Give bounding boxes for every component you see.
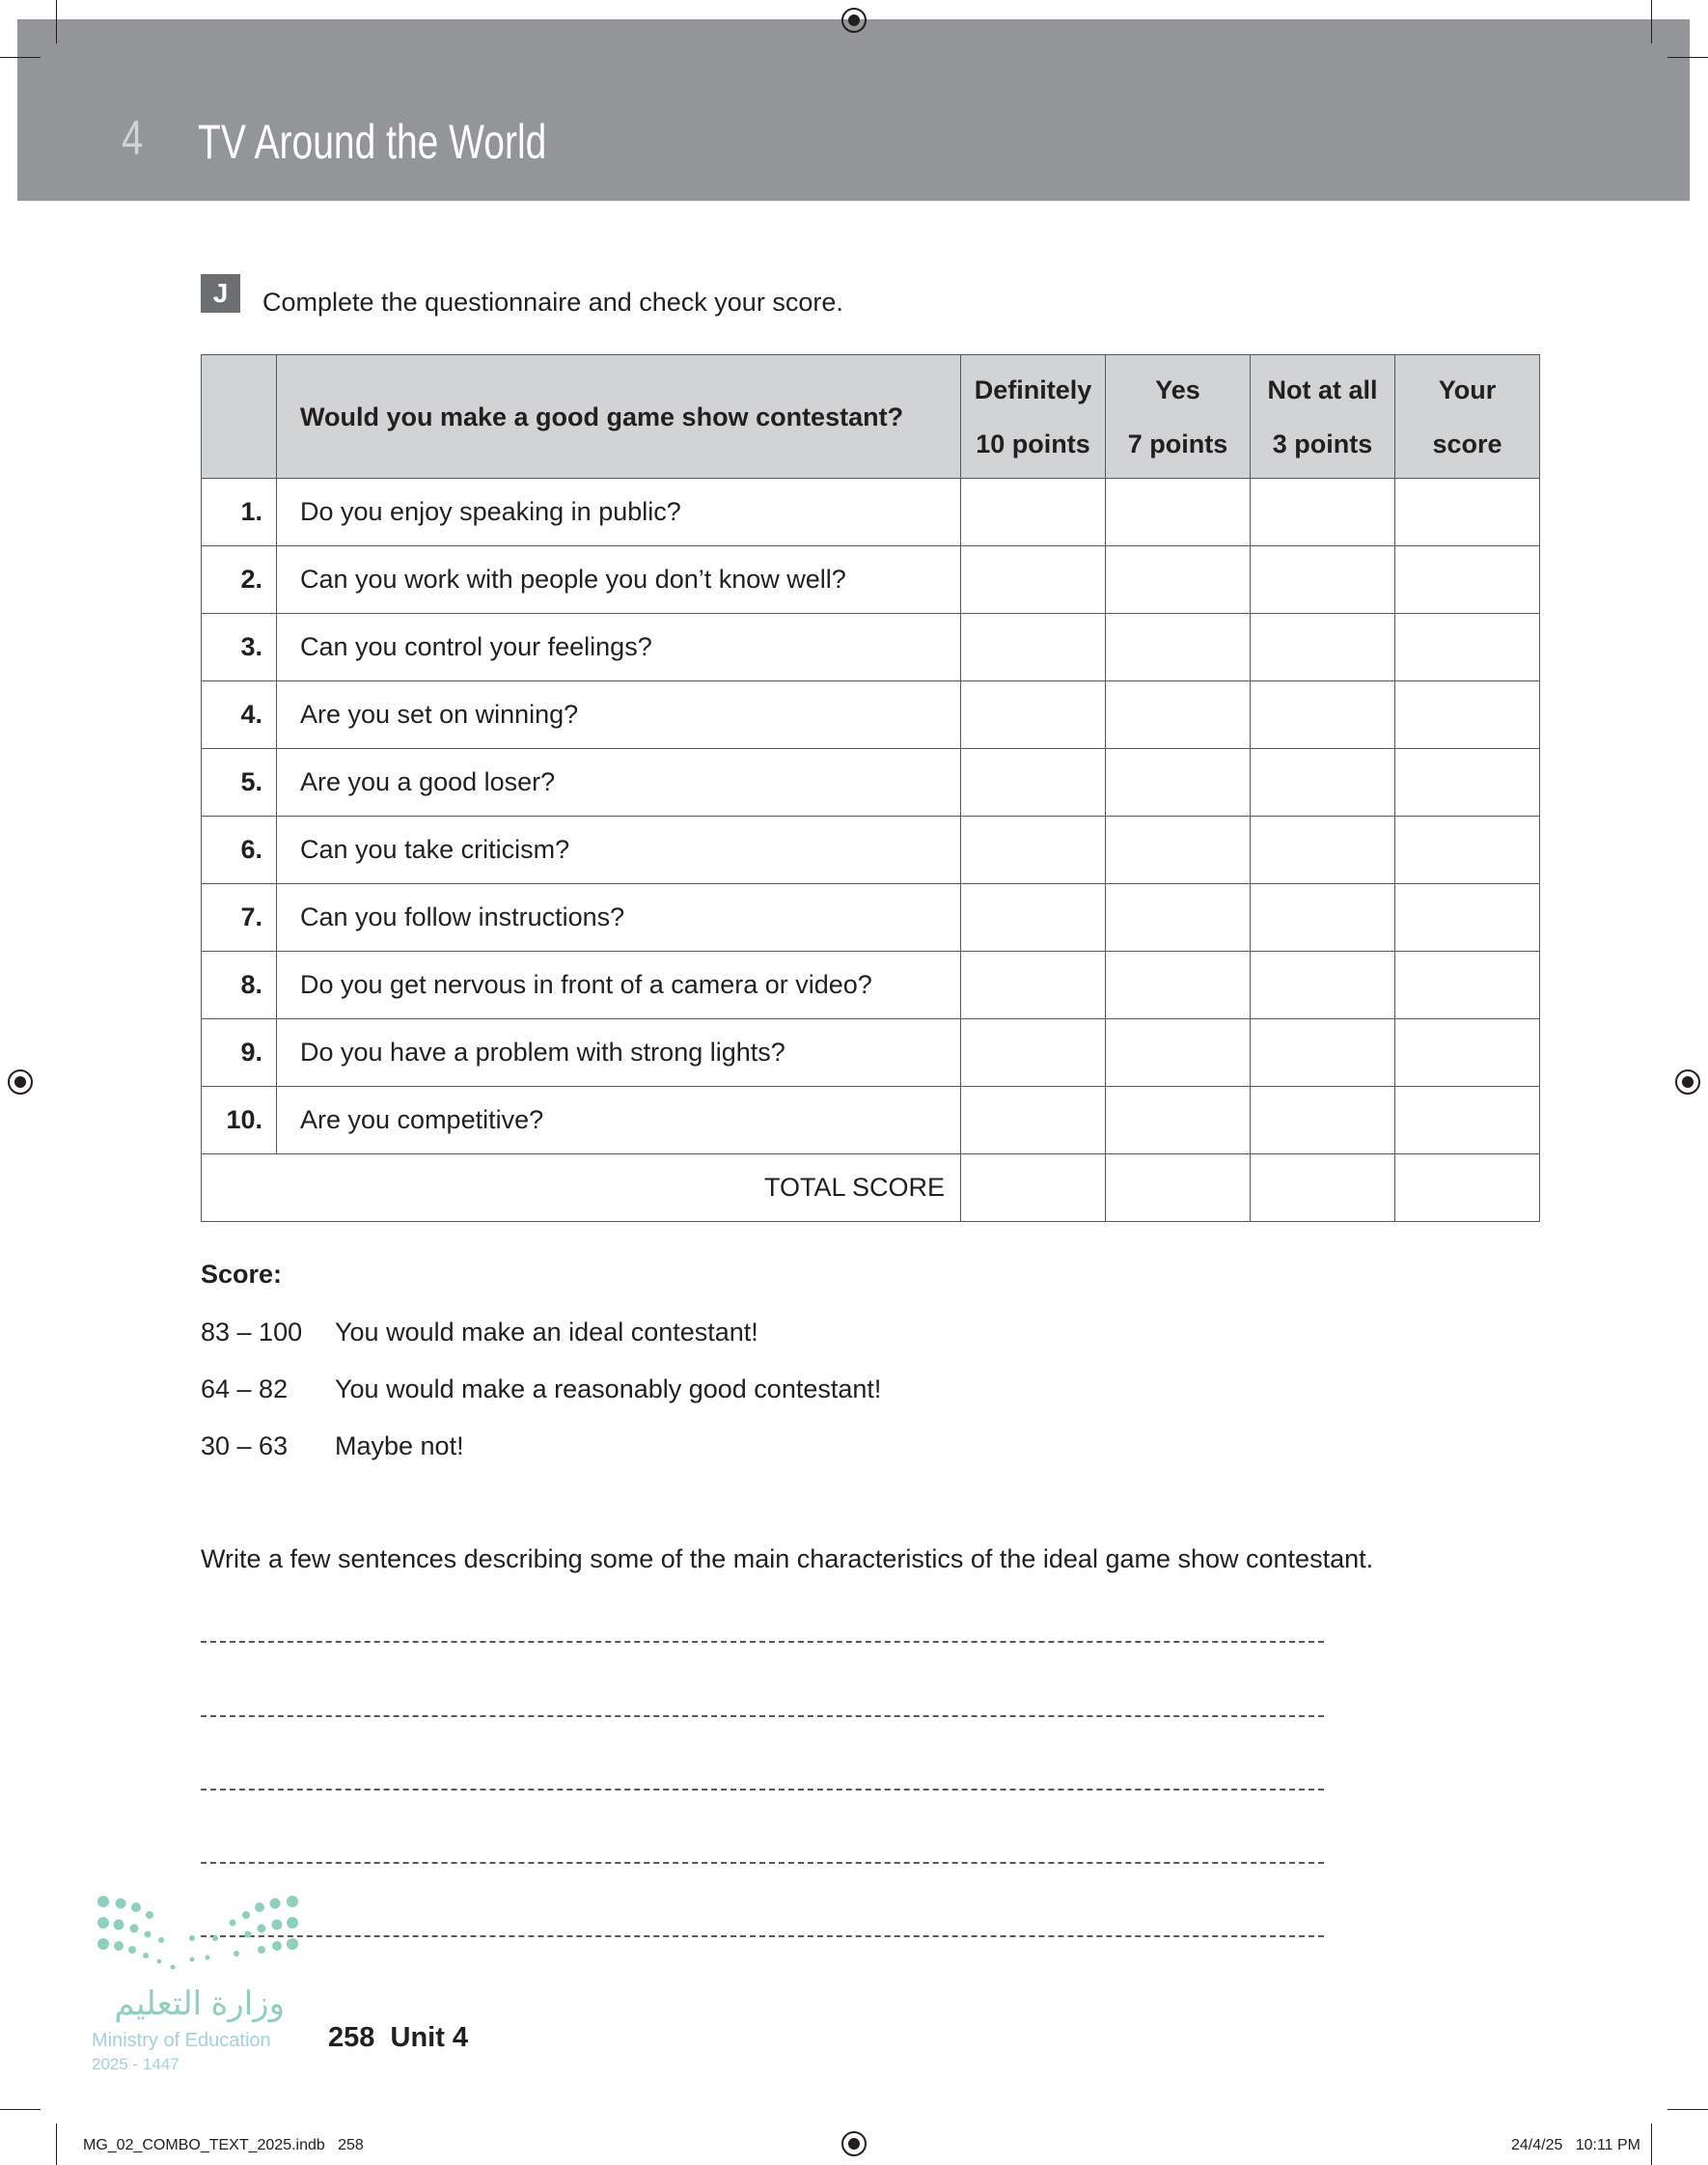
table-row <box>202 614 1540 681</box>
writing-prompt: Write a few sentences describing some of the main characteristics of the ideal game show contestant. <box>201 1544 1374 1573</box>
crop-mark <box>56 0 57 43</box>
crop-mark <box>1667 2109 1708 2110</box>
answer-cell-definitely[interactable] <box>961 1019 1106 1087</box>
answer-cell-your-score[interactable] <box>1395 546 1540 614</box>
logo-arabic-text: وزارة التعليم <box>114 1985 285 2022</box>
page-reference: 258 Unit 4 <box>328 2022 469 2053</box>
table-row <box>202 546 1540 614</box>
answer-cell-definitely[interactable] <box>961 614 1106 681</box>
answer-cell-not-at-all[interactable] <box>1251 884 1395 952</box>
total-cell-not-at-all[interactable] <box>1251 1154 1395 1222</box>
table-row <box>202 681 1540 749</box>
registration-mark-icon <box>1675 1069 1700 1095</box>
header-your-score: Your score <box>1395 355 1540 479</box>
row-number: 10. <box>202 1087 277 1154</box>
score-text: You would make a reasonably good contestant! <box>335 1374 882 1403</box>
answer-cell-not-at-all[interactable] <box>1251 817 1395 884</box>
table-row <box>202 952 1540 1019</box>
score-range: 30 – 63 <box>201 1431 289 1460</box>
registration-mark-icon <box>8 1069 33 1095</box>
total-label: TOTAL SCORE <box>202 1154 961 1222</box>
row-number: 3. <box>202 614 277 681</box>
question-text: Do you enjoy speaking in public? <box>277 479 961 546</box>
table-row <box>202 884 1540 952</box>
answer-cell-definitely[interactable] <box>961 681 1106 749</box>
writing-line[interactable] <box>201 1935 1324 1937</box>
answer-cell-your-score[interactable] <box>1395 749 1540 817</box>
answer-cell-your-score[interactable] <box>1395 1087 1540 1154</box>
header-yes: Yes 7 points <box>1106 355 1251 479</box>
score-heading: Score: <box>201 1260 283 1289</box>
crop-mark <box>1651 2123 1652 2165</box>
total-row <box>202 1154 1540 1222</box>
score-text: Maybe not! <box>335 1431 464 1460</box>
question-text: Are you competitive? <box>277 1087 961 1154</box>
crop-mark <box>0 57 41 58</box>
question-header: Would you make a good game show contestant? <box>277 355 961 479</box>
table-header-row <box>202 355 1540 479</box>
answer-cell-definitely[interactable] <box>961 952 1106 1019</box>
exercise-instruction: Complete the questionnaire and check your score. <box>262 288 843 317</box>
unit-number: 4 <box>122 111 144 165</box>
exercise-letter: J <box>201 274 240 313</box>
score-range: 83 – 100 <box>201 1318 303 1346</box>
table-row <box>202 817 1540 884</box>
answer-cell-yes[interactable] <box>1106 1087 1251 1154</box>
answer-cell-your-score[interactable] <box>1395 479 1540 546</box>
writing-line[interactable] <box>201 1789 1324 1790</box>
table-row <box>202 749 1540 817</box>
question-text: Do you have a problem with strong lights? <box>277 1019 961 1087</box>
answer-cell-yes[interactable] <box>1106 1019 1251 1087</box>
row-number: 9. <box>202 1019 277 1087</box>
row-number: 4. <box>202 681 277 749</box>
answer-cell-definitely[interactable] <box>961 817 1106 884</box>
total-cell-your-score[interactable] <box>1395 1154 1540 1222</box>
answer-cell-definitely[interactable] <box>961 479 1106 546</box>
row-number: 1. <box>202 479 277 546</box>
answer-cell-definitely[interactable] <box>961 1087 1106 1154</box>
row-number: 2. <box>202 546 277 614</box>
answer-cell-your-score[interactable] <box>1395 614 1540 681</box>
question-text: Can you control your feelings? <box>277 614 961 681</box>
answer-cell-not-at-all[interactable] <box>1251 614 1395 681</box>
answer-cell-not-at-all[interactable] <box>1251 749 1395 817</box>
answer-cell-yes[interactable] <box>1106 749 1251 817</box>
crop-mark <box>56 2123 57 2165</box>
answer-cell-definitely[interactable] <box>961 749 1106 817</box>
footer-date: 24/4/25 10:11 PM <box>1510 2137 1640 2153</box>
answer-cell-your-score[interactable] <box>1395 952 1540 1019</box>
answer-cell-not-at-all[interactable] <box>1251 952 1395 1019</box>
question-text: Are you set on winning? <box>277 681 961 749</box>
unit-header-band <box>17 19 1690 201</box>
answer-cell-yes[interactable] <box>1106 952 1251 1019</box>
question-text: Can you take criticism? <box>277 817 961 884</box>
answer-cell-definitely[interactable] <box>961 884 1106 952</box>
answer-cell-your-score[interactable] <box>1395 884 1540 952</box>
total-cell-yes[interactable] <box>1106 1154 1251 1222</box>
row-number: 6. <box>202 817 277 884</box>
question-text: Can you work with people you don’t know well? <box>277 546 961 614</box>
ministry-logo <box>92 1894 304 2077</box>
writing-line[interactable] <box>201 1641 1324 1643</box>
answer-cell-not-at-all[interactable] <box>1251 1087 1395 1154</box>
score-range: 64 – 82 <box>201 1374 289 1403</box>
answer-cell-your-score[interactable] <box>1395 681 1540 749</box>
crop-mark <box>1667 57 1708 58</box>
crop-mark <box>1651 0 1652 43</box>
answer-cell-yes[interactable] <box>1106 681 1251 749</box>
question-text: Do you get nervous in front of a camera or video? <box>277 952 961 1019</box>
logo-english-text: Ministry of Education <box>92 2030 271 2051</box>
answer-cell-your-score[interactable] <box>1395 1019 1540 1087</box>
footer-file-info: MG_02_COMBO_TEXT_2025.indb 258 <box>83 2137 364 2153</box>
header-not-at-all: Not at all 3 points <box>1251 355 1395 479</box>
writing-line[interactable] <box>201 1862 1324 1864</box>
total-cell-definitely[interactable] <box>961 1154 1106 1222</box>
answer-cell-yes[interactable] <box>1106 546 1251 614</box>
answer-cell-not-at-all[interactable] <box>1251 1019 1395 1087</box>
answer-cell-yes[interactable] <box>1106 884 1251 952</box>
table-row <box>202 1019 1540 1087</box>
answer-cell-not-at-all[interactable] <box>1251 479 1395 546</box>
registration-mark-icon <box>841 8 867 33</box>
question-text: Are you a good loser? <box>277 749 961 817</box>
answer-cell-not-at-all[interactable] <box>1251 681 1395 749</box>
header-num-cell <box>202 355 277 479</box>
row-number: 5. <box>202 749 277 817</box>
header-definitely: Definitely 10 points <box>961 355 1106 479</box>
table-row <box>202 1087 1540 1154</box>
registration-mark-icon <box>841 2131 867 2156</box>
table-row <box>202 479 1540 546</box>
writing-line[interactable] <box>201 1715 1324 1717</box>
questionnaire-table <box>201 354 1540 1222</box>
answer-cell-yes[interactable] <box>1106 817 1251 884</box>
crop-mark <box>0 2109 41 2110</box>
answer-cell-your-score[interactable] <box>1395 817 1540 884</box>
score-text: You would make an ideal contestant! <box>335 1318 758 1346</box>
row-number: 7. <box>202 884 277 952</box>
row-number: 8. <box>202 952 277 1019</box>
answer-cell-yes[interactable] <box>1106 479 1251 546</box>
answer-cell-yes[interactable] <box>1106 614 1251 681</box>
question-text: Can you follow instructions? <box>277 884 961 952</box>
logo-year-text: 2025 - 1447 <box>92 2055 179 2073</box>
answer-cell-definitely[interactable] <box>961 546 1106 614</box>
answer-cell-not-at-all[interactable] <box>1251 546 1395 614</box>
unit-title: TV Around the World <box>198 115 547 169</box>
